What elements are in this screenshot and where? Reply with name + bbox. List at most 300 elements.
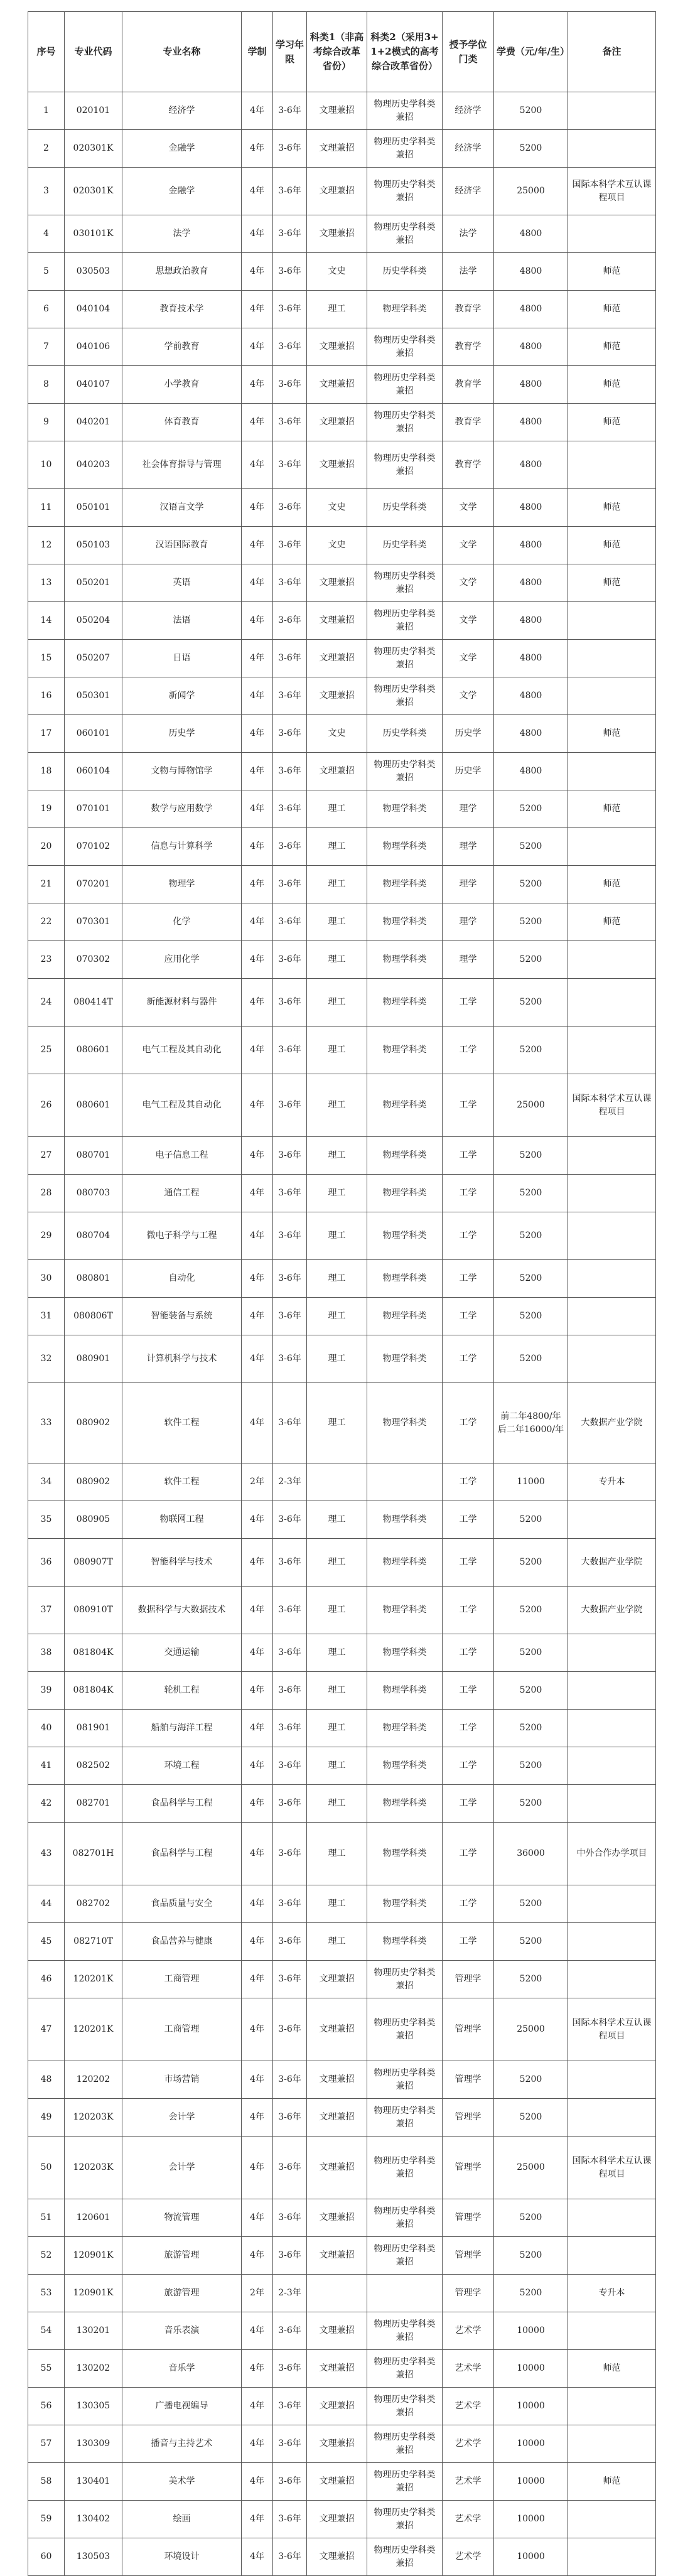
- cell-system: 2年: [242, 2275, 273, 2312]
- cell-fee: 前二年4800/年 后二年16000/年: [494, 1383, 568, 1463]
- cell-note: [568, 1747, 656, 1785]
- cell-seq: 20: [28, 828, 65, 866]
- cell-name: 小学教育: [122, 366, 242, 404]
- cell-years: 3-6年: [273, 640, 307, 677]
- cell-years: 3-6年: [273, 2061, 307, 2099]
- cell-fee: 10000: [494, 2350, 568, 2388]
- cell-degree: 工学: [443, 1383, 494, 1463]
- cell-name: 数学与应用数学: [122, 790, 242, 828]
- cell-system: 4年: [242, 715, 273, 753]
- table-row: [28, 790, 656, 828]
- cell-fee: 5200: [494, 2237, 568, 2275]
- cell-code: 050101: [65, 489, 122, 527]
- cell-years: 3-6年: [273, 1747, 307, 1785]
- cell-fee: 25000: [494, 2137, 568, 2199]
- cell-years: 3-6年: [273, 941, 307, 979]
- cell-fee: 5200: [494, 2275, 568, 2312]
- cell-system: 4年: [242, 1383, 273, 1463]
- cell-fee: 4800: [494, 527, 568, 564]
- cell-code: 080414T: [65, 979, 122, 1027]
- table-row: [28, 1501, 656, 1539]
- cell-note: [568, 1634, 656, 1672]
- cell-degree: 工学: [443, 1710, 494, 1747]
- cell-system: 4年: [242, 2463, 273, 2501]
- table-row: [28, 1672, 656, 1710]
- cell-seq: 12: [28, 527, 65, 564]
- cell-years: 3-6年: [273, 1672, 307, 1710]
- cell-note: 国际本科学术互认课程项目: [568, 1074, 656, 1137]
- cell-name: 思想政治教育: [122, 253, 242, 291]
- cell-years: 3-6年: [273, 1175, 307, 1212]
- cell-name: 新能源材料与器件: [122, 979, 242, 1027]
- cell-cat2: 物理历史学科类兼招: [367, 2099, 443, 2137]
- cell-system: 4年: [242, 328, 273, 366]
- cell-note: 师范: [568, 715, 656, 753]
- cell-name: 电子信息工程: [122, 1137, 242, 1175]
- cell-cat2: 物理历史学科类兼招: [367, 2388, 443, 2425]
- cell-cat2: 物理历史学科类兼招: [367, 215, 443, 253]
- cell-seq: 60: [28, 2538, 65, 2576]
- table-row: [28, 1212, 656, 1260]
- cell-cat1: 理工: [307, 1212, 367, 1260]
- cell-note: 中外合作办学项目: [568, 1823, 656, 1885]
- cell-years: 3-6年: [273, 130, 307, 168]
- cell-note: 师范: [568, 489, 656, 527]
- cell-fee: 4800: [494, 253, 568, 291]
- cell-name: 历史学: [122, 715, 242, 753]
- cell-name: 教育技术学: [122, 291, 242, 328]
- cell-seq: 8: [28, 366, 65, 404]
- cell-degree: 工学: [443, 1672, 494, 1710]
- cell-years: 3-6年: [273, 1923, 307, 1961]
- cell-seq: 2: [28, 130, 65, 168]
- header-years: 学习年限: [273, 12, 307, 92]
- cell-years: 3-6年: [273, 1027, 307, 1074]
- cell-years: 3-6年: [273, 215, 307, 253]
- cell-cat2: 历史学科类: [367, 527, 443, 564]
- cell-seq: 15: [28, 640, 65, 677]
- cell-seq: 45: [28, 1923, 65, 1961]
- table-row: [28, 1175, 656, 1212]
- cell-note: 大数据产业学院: [568, 1587, 656, 1634]
- cell-cat2: 物理学科类: [367, 1539, 443, 1587]
- cell-fee: 4800: [494, 564, 568, 602]
- cell-name: 日语: [122, 640, 242, 677]
- cell-code: 082701H: [65, 1823, 122, 1885]
- cell-cat1: 文理兼招: [307, 677, 367, 715]
- cell-fee: 4800: [494, 489, 568, 527]
- cell-note: 师范: [568, 527, 656, 564]
- cell-system: 4年: [242, 2350, 273, 2388]
- cell-fee: 25000: [494, 1998, 568, 2061]
- cell-note: [568, 1212, 656, 1260]
- cell-name: 播音与主持艺术: [122, 2425, 242, 2463]
- cell-name: 学前教育: [122, 328, 242, 366]
- cell-system: 4年: [242, 1823, 273, 1885]
- cell-system: 4年: [242, 1961, 273, 1998]
- cell-degree: 法学: [443, 215, 494, 253]
- cell-cat1: 文理兼招: [307, 441, 367, 489]
- cell-code: 080704: [65, 1212, 122, 1260]
- cell-system: 4年: [242, 1335, 273, 1383]
- table-row: [28, 1587, 656, 1634]
- cell-fee: 25000: [494, 1074, 568, 1137]
- cell-name: 应用化学: [122, 941, 242, 979]
- table-row: [28, 1463, 656, 1501]
- cell-degree: 工学: [443, 1212, 494, 1260]
- cell-degree: 历史学: [443, 753, 494, 790]
- table-row: [28, 2199, 656, 2237]
- table-row: [28, 1785, 656, 1823]
- cell-seq: 56: [28, 2388, 65, 2425]
- cell-years: 2-3年: [273, 2275, 307, 2312]
- cell-cat1: 理工: [307, 1335, 367, 1383]
- cell-code: 020101: [65, 92, 122, 130]
- cell-name: 电气工程及其自动化: [122, 1074, 242, 1137]
- cell-cat2: 物理学科类: [367, 1212, 443, 1260]
- cell-seq: 47: [28, 1998, 65, 2061]
- cell-cat2: 物理学科类: [367, 1137, 443, 1175]
- header-seq: 序号: [28, 12, 65, 92]
- cell-cat2: 物理学科类: [367, 1634, 443, 1672]
- cell-code: 050301: [65, 677, 122, 715]
- cell-seq: 51: [28, 2199, 65, 2237]
- cell-degree: 管理学: [443, 2237, 494, 2275]
- cell-cat1: 文理兼招: [307, 2538, 367, 2576]
- cell-note: 师范: [568, 253, 656, 291]
- table-row: [28, 1260, 656, 1298]
- cell-degree: 工学: [443, 1747, 494, 1785]
- cell-fee: 5200: [494, 1027, 568, 1074]
- table-row: [28, 328, 656, 366]
- cell-fee: 5200: [494, 1137, 568, 1175]
- cell-seq: 40: [28, 1710, 65, 1747]
- cell-years: 3-6年: [273, 253, 307, 291]
- cell-years: 3-6年: [273, 564, 307, 602]
- cell-system: 4年: [242, 828, 273, 866]
- cell-seq: 21: [28, 866, 65, 903]
- cell-fee: 5200: [494, 1335, 568, 1383]
- cell-code: 060104: [65, 753, 122, 790]
- cell-code: 070301: [65, 903, 122, 941]
- table-row: [28, 2061, 656, 2099]
- cell-code: 081804K: [65, 1672, 122, 1710]
- cell-cat1: 文理兼招: [307, 564, 367, 602]
- cell-name: 食品营养与健康: [122, 1923, 242, 1961]
- table-row: [28, 489, 656, 527]
- cell-years: 3-6年: [273, 441, 307, 489]
- cell-name: 通信工程: [122, 1175, 242, 1212]
- cell-code: 050204: [65, 602, 122, 640]
- table-row: [28, 1710, 656, 1747]
- cell-code: 080703: [65, 1175, 122, 1212]
- cell-seq: 48: [28, 2061, 65, 2099]
- cell-cat2: [367, 1463, 443, 1501]
- cell-cat2: 物理历史学科类兼招: [367, 2199, 443, 2237]
- cell-degree: 法学: [443, 253, 494, 291]
- cell-system: 4年: [242, 2388, 273, 2425]
- cell-code: 040106: [65, 328, 122, 366]
- cell-code: 080701: [65, 1137, 122, 1175]
- table-row: [28, 1074, 656, 1137]
- cell-fee: 10000: [494, 2312, 568, 2350]
- cell-note: 专升本: [568, 2275, 656, 2312]
- cell-note: 大数据产业学院: [568, 1383, 656, 1463]
- table-row: [28, 130, 656, 168]
- cell-years: 3-6年: [273, 979, 307, 1027]
- cell-fee: 5200: [494, 1961, 568, 1998]
- cell-fee: 5200: [494, 790, 568, 828]
- cell-fee: 5200: [494, 1298, 568, 1335]
- table-row: [28, 602, 656, 640]
- cell-note: 大数据产业学院: [568, 1539, 656, 1587]
- cell-system: 4年: [242, 2501, 273, 2538]
- cell-cat1: 文理兼招: [307, 215, 367, 253]
- cell-name: 物流管理: [122, 2199, 242, 2237]
- cell-name: 会计学: [122, 2099, 242, 2137]
- cell-cat2: 物理学科类: [367, 866, 443, 903]
- cell-code: 080902: [65, 1383, 122, 1463]
- cell-cat1: 文理兼招: [307, 2137, 367, 2199]
- cell-name: 自动化: [122, 1260, 242, 1298]
- cell-system: 4年: [242, 1634, 273, 1672]
- cell-note: 师范: [568, 2463, 656, 2501]
- cell-cat2: [367, 2275, 443, 2312]
- cell-cat1: 理工: [307, 941, 367, 979]
- table-row: [28, 866, 656, 903]
- header-name: 专业名称: [122, 12, 242, 92]
- table-row: [28, 1137, 656, 1175]
- cell-degree: 艺术学: [443, 2425, 494, 2463]
- cell-years: 3-6年: [273, 1074, 307, 1137]
- cell-seq: 37: [28, 1587, 65, 1634]
- header-cat1: 科类1（非高考综合改革省份）: [307, 12, 367, 92]
- cell-fee: 36000: [494, 1823, 568, 1885]
- cell-degree: 理学: [443, 866, 494, 903]
- cell-note: 师范: [568, 564, 656, 602]
- cell-degree: 教育学: [443, 366, 494, 404]
- cell-code: 130201: [65, 2312, 122, 2350]
- table-row: [28, 92, 656, 130]
- table-row: [28, 1335, 656, 1383]
- cell-code: 120203K: [65, 2137, 122, 2199]
- table-row: [28, 1823, 656, 1885]
- cell-degree: 文学: [443, 564, 494, 602]
- cell-note: 国际本科学术互认课程项目: [568, 1998, 656, 2061]
- cell-cat2: 物理学科类: [367, 828, 443, 866]
- table-row: [28, 1885, 656, 1923]
- cell-code: 070302: [65, 941, 122, 979]
- table-row: [28, 2425, 656, 2463]
- cell-cat1: 理工: [307, 1785, 367, 1823]
- cell-cat1: 理工: [307, 790, 367, 828]
- table-row: [28, 527, 656, 564]
- table-row: [28, 215, 656, 253]
- cell-note: [568, 1335, 656, 1383]
- cell-years: 3-6年: [273, 489, 307, 527]
- cell-note: [568, 2237, 656, 2275]
- cell-system: 4年: [242, 2199, 273, 2237]
- cell-degree: 工学: [443, 1785, 494, 1823]
- cell-degree: 艺术学: [443, 2501, 494, 2538]
- cell-seq: 46: [28, 1961, 65, 1998]
- cell-system: 4年: [242, 366, 273, 404]
- cell-cat1: 理工: [307, 1823, 367, 1885]
- cell-note: [568, 941, 656, 979]
- cell-fee: 10000: [494, 2463, 568, 2501]
- cell-cat1: 理工: [307, 291, 367, 328]
- cell-cat1: 文理兼招: [307, 2061, 367, 2099]
- cell-note: 师范: [568, 404, 656, 441]
- cell-system: 4年: [242, 1587, 273, 1634]
- cell-degree: 工学: [443, 1539, 494, 1587]
- cell-seq: 24: [28, 979, 65, 1027]
- cell-code: 080801: [65, 1260, 122, 1298]
- table-body: [28, 92, 656, 2576]
- table-row: [28, 2538, 656, 2576]
- cell-cat1: 文理兼招: [307, 2312, 367, 2350]
- table-row: [28, 2463, 656, 2501]
- cell-cat1: 理工: [307, 1710, 367, 1747]
- cell-fee: 10000: [494, 2501, 568, 2538]
- table-row: [28, 291, 656, 328]
- cell-name: 软件工程: [122, 1463, 242, 1501]
- cell-cat2: 物理历史学科类兼招: [367, 404, 443, 441]
- cell-fee: 5200: [494, 1587, 568, 1634]
- cell-seq: 50: [28, 2137, 65, 2199]
- cell-code: 070201: [65, 866, 122, 903]
- cell-seq: 13: [28, 564, 65, 602]
- cell-cat2: 物理学科类: [367, 1260, 443, 1298]
- cell-code: 080806T: [65, 1298, 122, 1335]
- cell-cat1: 文史: [307, 489, 367, 527]
- table-row: [28, 441, 656, 489]
- cell-note: [568, 1137, 656, 1175]
- cell-years: 3-6年: [273, 1587, 307, 1634]
- cell-degree: 管理学: [443, 1961, 494, 1998]
- cell-system: 4年: [242, 1672, 273, 1710]
- cell-name: 金融学: [122, 168, 242, 215]
- table-row: [28, 1747, 656, 1785]
- cell-degree: 文学: [443, 489, 494, 527]
- cell-years: 3-6年: [273, 1335, 307, 1383]
- table-row: [28, 1923, 656, 1961]
- cell-degree: 管理学: [443, 2099, 494, 2137]
- cell-degree: 艺术学: [443, 2463, 494, 2501]
- cell-code: 080905: [65, 1501, 122, 1539]
- cell-code: 030101K: [65, 215, 122, 253]
- cell-note: [568, 1260, 656, 1298]
- cell-code: 040201: [65, 404, 122, 441]
- cell-note: [568, 215, 656, 253]
- cell-seq: 27: [28, 1137, 65, 1175]
- majors-table: [28, 11, 656, 2576]
- cell-cat1: 文理兼招: [307, 366, 367, 404]
- cell-degree: 艺术学: [443, 2350, 494, 2388]
- cell-system: 4年: [242, 1998, 273, 2061]
- cell-cat1: 文理兼招: [307, 2463, 367, 2501]
- cell-system: 4年: [242, 941, 273, 979]
- cell-cat2: 物理历史学科类兼招: [367, 2237, 443, 2275]
- cell-fee: 25000: [494, 168, 568, 215]
- cell-seq: 33: [28, 1383, 65, 1463]
- cell-cat2: 物理历史学科类兼招: [367, 1998, 443, 2061]
- cell-seq: 41: [28, 1747, 65, 1785]
- cell-seq: 19: [28, 790, 65, 828]
- cell-system: 4年: [242, 1710, 273, 1747]
- table-row: [28, 941, 656, 979]
- cell-cat1: 文史: [307, 253, 367, 291]
- cell-seq: 10: [28, 441, 65, 489]
- cell-system: 4年: [242, 1923, 273, 1961]
- cell-name: 经济学: [122, 92, 242, 130]
- cell-code: 020301K: [65, 168, 122, 215]
- cell-cat1: 理工: [307, 979, 367, 1027]
- cell-fee: 5200: [494, 866, 568, 903]
- cell-degree: 经济学: [443, 92, 494, 130]
- cell-cat1: 理工: [307, 1923, 367, 1961]
- cell-cat2: 物理学科类: [367, 903, 443, 941]
- cell-years: 3-6年: [273, 2501, 307, 2538]
- table-row: [28, 2388, 656, 2425]
- cell-seq: 16: [28, 677, 65, 715]
- cell-code: 080907T: [65, 1539, 122, 1587]
- cell-fee: 4800: [494, 715, 568, 753]
- cell-seq: 55: [28, 2350, 65, 2388]
- cell-fee: 4800: [494, 328, 568, 366]
- cell-code: 040104: [65, 291, 122, 328]
- cell-fee: 5200: [494, 130, 568, 168]
- cell-code: 130401: [65, 2463, 122, 2501]
- cell-degree: 教育学: [443, 404, 494, 441]
- cell-fee: 5200: [494, 828, 568, 866]
- cell-degree: 艺术学: [443, 2388, 494, 2425]
- cell-system: 4年: [242, 564, 273, 602]
- cell-degree: 工学: [443, 1298, 494, 1335]
- cell-cat2: 物理历史学科类兼招: [367, 677, 443, 715]
- cell-system: 4年: [242, 866, 273, 903]
- cell-system: 4年: [242, 2538, 273, 2576]
- cell-years: 3-6年: [273, 677, 307, 715]
- cell-fee: 4800: [494, 640, 568, 677]
- table-row: [28, 168, 656, 215]
- table-row: [28, 753, 656, 790]
- cell-name: 文物与博物馆学: [122, 753, 242, 790]
- cell-cat2: 历史学科类: [367, 715, 443, 753]
- cell-seq: 57: [28, 2425, 65, 2463]
- cell-degree: 工学: [443, 1335, 494, 1383]
- cell-fee: 4800: [494, 602, 568, 640]
- cell-seq: 44: [28, 1885, 65, 1923]
- cell-note: [568, 1923, 656, 1961]
- cell-seq: 35: [28, 1501, 65, 1539]
- cell-years: 3-6年: [273, 2463, 307, 2501]
- cell-seq: 59: [28, 2501, 65, 2538]
- cell-cat2: 物理历史学科类兼招: [367, 2425, 443, 2463]
- cell-cat1: 文理兼招: [307, 2425, 367, 2463]
- cell-name: 环境工程: [122, 1747, 242, 1785]
- cell-degree: 文学: [443, 527, 494, 564]
- cell-degree: 教育学: [443, 291, 494, 328]
- cell-seq: 18: [28, 753, 65, 790]
- cell-name: 智能科学与技术: [122, 1539, 242, 1587]
- cell-seq: 25: [28, 1027, 65, 1074]
- table-row: [28, 640, 656, 677]
- cell-note: [568, 828, 656, 866]
- cell-fee: 5200: [494, 1710, 568, 1747]
- cell-seq: 26: [28, 1074, 65, 1137]
- cell-cat1: 文理兼招: [307, 130, 367, 168]
